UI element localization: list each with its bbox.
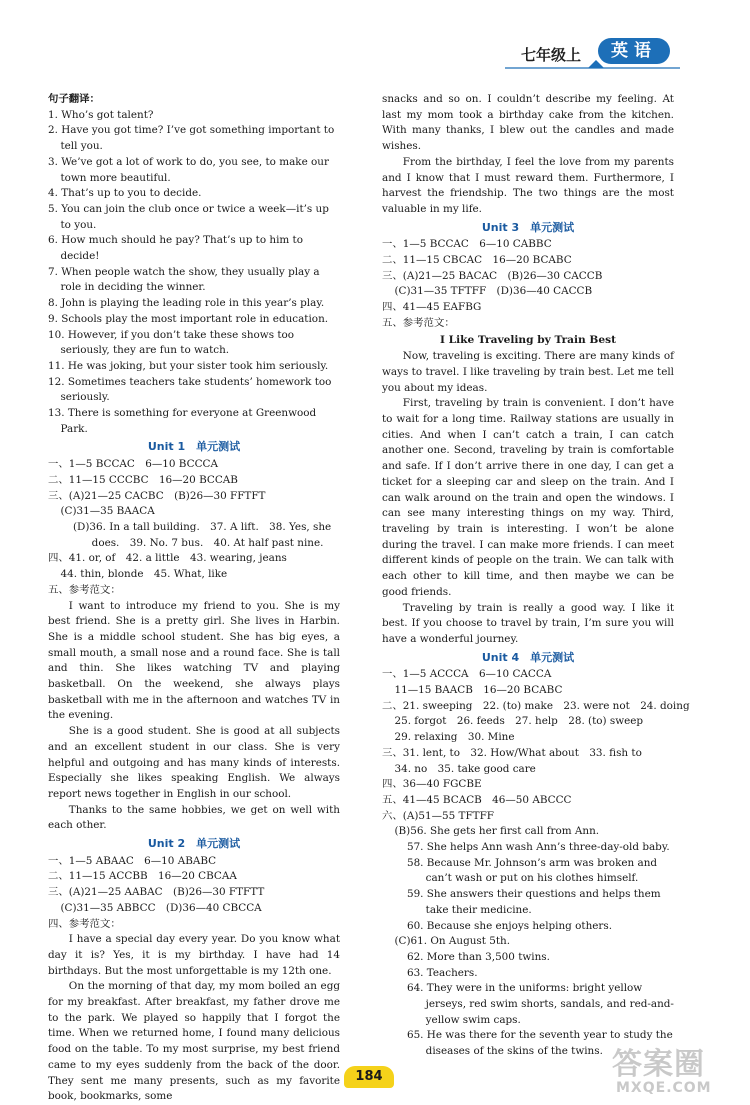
answer-line: 65. He was there for the seventh year to study the diseases of the skins of the twins. bbox=[406, 1029, 673, 1058]
answer-line: 四、41. or, of 42. a little 43. wearing, jeans bbox=[48, 552, 287, 565]
essay-paragraph: Thanks to the same hobbies, we get on well with each other. bbox=[48, 803, 340, 832]
essay-paragraph: Now, traveling is exciting. There are many kinds of ways to travel. I like traveling by train best. Let me tell you about my ideas. bbox=[382, 350, 674, 394]
sentence-item: 2. Have you got time? I’ve got something important to tell you. bbox=[48, 124, 335, 153]
answer-line: 二、21. sweeping 22. (to) make 23. were not 24. doing bbox=[382, 699, 690, 712]
answer-line: 五、41—45 BCACB 46—50 ABCCC bbox=[382, 793, 572, 806]
watermark bbox=[612, 1047, 742, 1096]
answer-line: (C)31—35 ABBCC (D)36—40 CBCCA bbox=[60, 901, 262, 914]
answer-line: (C)31—35 BAACA bbox=[60, 505, 155, 518]
unit3-heading: Unit 3 单元测试 bbox=[481, 220, 575, 234]
watermark-url: MXQE.COM bbox=[616, 1080, 712, 1096]
essay-continued: snacks and so on. I couldn’t describe my feeling. At last my mom took a birthday cake from the kitchen. With many thanks, I blew out the candles and made wishes. bbox=[382, 93, 674, 153]
answer-line: 29. relaxing 30. Mine bbox=[394, 731, 515, 744]
answer-line: 四、36—40 FGCBE bbox=[382, 778, 482, 791]
sentence-item: 13. There is something for everyone at Greenwood Park. bbox=[48, 407, 317, 435]
answer-line: 二、11—15 CBCAC 16—20 BCABC bbox=[382, 254, 572, 267]
sentence-item: 4. That’s up to you to decide. bbox=[48, 187, 202, 200]
answer-line: 60. Because she enjoys helping others. bbox=[406, 919, 613, 932]
sentence-item: 1. Who’s got talent? bbox=[48, 108, 154, 121]
answer-line: 11—15 BAACB 16—20 BCABC bbox=[394, 684, 563, 697]
answer-line: 64. They were in the uniforms: bright yellow jerseys, red swim shorts, sandals, and red-and-yellow swim caps. bbox=[406, 982, 674, 1026]
page-number bbox=[344, 1066, 394, 1088]
sentence-item: 9. Schools play the most important role in education. bbox=[48, 312, 329, 325]
answer-line: 六、(A)51—55 TFTFF bbox=[382, 809, 495, 822]
answer-line: (D)36. In a tall building. 37. A lift. 38. Yes, she does. 39. No. 7 bus. 40. At half past nine. bbox=[72, 520, 332, 549]
answer-line: 四、参考范文： bbox=[48, 917, 121, 930]
essay-paragraph: From the birthday, I feel the love from my parents and I know that I must reward them. Furthermore, I harvest the friendship. The two things are the most valuable in my life. bbox=[382, 155, 674, 215]
answer-line: 25. forgot 26. feeds 27. help 28. (to) sweep bbox=[394, 715, 644, 728]
essay-paragraph: Traveling by train is really a good way. I like it best. If you choose to travel by train, I’m sure you will have a wonderful journey. bbox=[382, 601, 674, 645]
answer-line: 五、参考范文： bbox=[382, 316, 455, 329]
essay-paragraph: She is a good student. She is good at all subjects and an excellent student in our class. She is very helpful and outgoing and has many kinds of interests. Especially she likes speaking English. We always report news together in English in our school. bbox=[48, 725, 340, 800]
page-header bbox=[0, 0, 750, 80]
essay-paragraph: First, traveling by train is convenient. I don’t have to wait for a long time. Railway stations are usually in cities. And when I can’t catch a train, I can catch another one. Second, traveling by train is comfortable and safe. If I don’t arrive there in one day, I can get a ticket for a sleeping car and sleep on the train. And I can walk around on the train and open the windows. I can see many interesting things on my way. Third, traveling by train is interesting. I won’t be alone during the travel. I can make more friends. I can meet different kinds of people on the train. We can talk with each other to kill time, and then maybe we can be good friends. bbox=[382, 397, 674, 598]
sentence-item: 8. John is playing the leading role in this year’s play. bbox=[48, 297, 325, 310]
answer-line: 二、11—15 ACCBB 16—20 CBCAA bbox=[48, 870, 237, 883]
answer-line: 59. She answers their questions and helps them take their medicine. bbox=[406, 888, 661, 916]
sentence-item: 10. However, if you don’t take these shows too seriously, they are fun to watch. bbox=[48, 328, 295, 357]
answer-line: 63. Teachers. bbox=[406, 966, 478, 979]
answer-line: 四、41—45 EAFBG bbox=[382, 301, 482, 314]
answer-line: 一、1—5 ACCCA 6—10 CACCA bbox=[382, 668, 552, 681]
left-column bbox=[48, 92, 340, 1105]
grade-label: 七年级上 bbox=[521, 46, 582, 64]
essay-paragraph: I have a special day every year. Do you know what day it is? Yes, it is my birthday. I have had 14 birthdays. But the most unforgettable is my 12th one. bbox=[48, 933, 340, 977]
answer-line: 57. She helps Ann wash Ann’s three-day-old baby. bbox=[406, 841, 670, 854]
sentence-translation-title: 句子翻译： bbox=[48, 93, 100, 105]
subject-badge: 英语 bbox=[598, 38, 670, 64]
answer-line: (C)61. On August 5th. bbox=[394, 935, 510, 948]
answer-line: 三、(A)21—25 BACAC (B)26—30 CACCB bbox=[382, 269, 603, 282]
answer-line: 五、参考范文： bbox=[48, 583, 121, 596]
sentence-item: 3. We’ve got a lot of work to do, you see, to make our town more beautiful. bbox=[48, 155, 329, 184]
answer-line: 一、1—5 ABAAC 6—10 ABABC bbox=[48, 854, 217, 867]
page-number-text: 184 bbox=[355, 1069, 383, 1084]
answer-line: 二、11—15 CCCBC 16—20 BCCAB bbox=[48, 473, 238, 486]
essay-paragraph: I want to introduce my friend to you. She is my best friend. She is a pretty girl. She lives in Harbin. She is a middle school student. She has big eyes, a small mouth, a small nose and a round face. She is tall and thin. She likes watching TV and playing basketball. On the weekend, she always plays basketball with me in the afternoon and watches TV in the evening. bbox=[48, 599, 340, 722]
answer-line: 34. no 35. take good care bbox=[394, 762, 536, 775]
answer-line: 44. thin, blonde 45. What, like bbox=[60, 568, 228, 581]
sentence-item: 6. How much should he pay? That’s up to him to decide! bbox=[48, 234, 303, 263]
sentence-item: 7. When people watch the show, they usually play a role in deciding the winner. bbox=[48, 265, 320, 294]
answer-line: 三、(A)21—25 AABAC (B)26—30 FTFTT bbox=[48, 886, 265, 899]
answer-line: (C)31—35 TFTFF (D)36—40 CACCB bbox=[394, 285, 593, 298]
unit4-heading: Unit 4 单元测试 bbox=[481, 650, 575, 664]
sentence-item: 5. You can join the club once or twice a week—it’s up to you. bbox=[48, 202, 329, 231]
sentence-item: 11. He was joking, but your sister took him seriously. bbox=[48, 359, 329, 372]
watermark-logo-text: 答案圈 bbox=[612, 1047, 705, 1082]
right-column bbox=[382, 92, 690, 1060]
answer-line: 58. Because Mr. Johnson’s arm was broken and can’t wash or put on his clothes himself. bbox=[406, 856, 658, 885]
unit2-heading: Unit 2 单元测试 bbox=[147, 837, 241, 851]
answer-line: (B)56. She gets her first call from Ann. bbox=[394, 825, 600, 838]
sentence-item: 12. Sometimes teachers take students’ homework too seriously. bbox=[48, 375, 332, 404]
essay-title: I Like Traveling by Train Best bbox=[440, 333, 616, 346]
essay-paragraph: On the morning of that day, my mom boiled an egg for my breakfast. After breakfast, my father drove me to the park. We played so happily that I forgot the time. When we returned home, I found many delicious food on the table. To my most surprise, my best friend came to my eyes suddenly from the back of the door. They sent me many presents, such as my favorite book, bookmarks, some bbox=[48, 980, 340, 1103]
answer-line: 三、(A)21—25 CACBC (B)26—30 FFTFT bbox=[48, 489, 266, 502]
answer-line: 62. More than 3,500 twins. bbox=[406, 950, 550, 963]
answer-line: 一、1—5 BCCAC 6—10 BCCCA bbox=[48, 458, 218, 471]
answer-line: 三、31. lent, to 32. How/What about 33. fish to bbox=[382, 746, 642, 759]
answer-line: 一、1—5 BCCAC 6—10 CABBC bbox=[382, 238, 552, 251]
unit1-heading: Unit 1 单元测试 bbox=[147, 440, 241, 454]
